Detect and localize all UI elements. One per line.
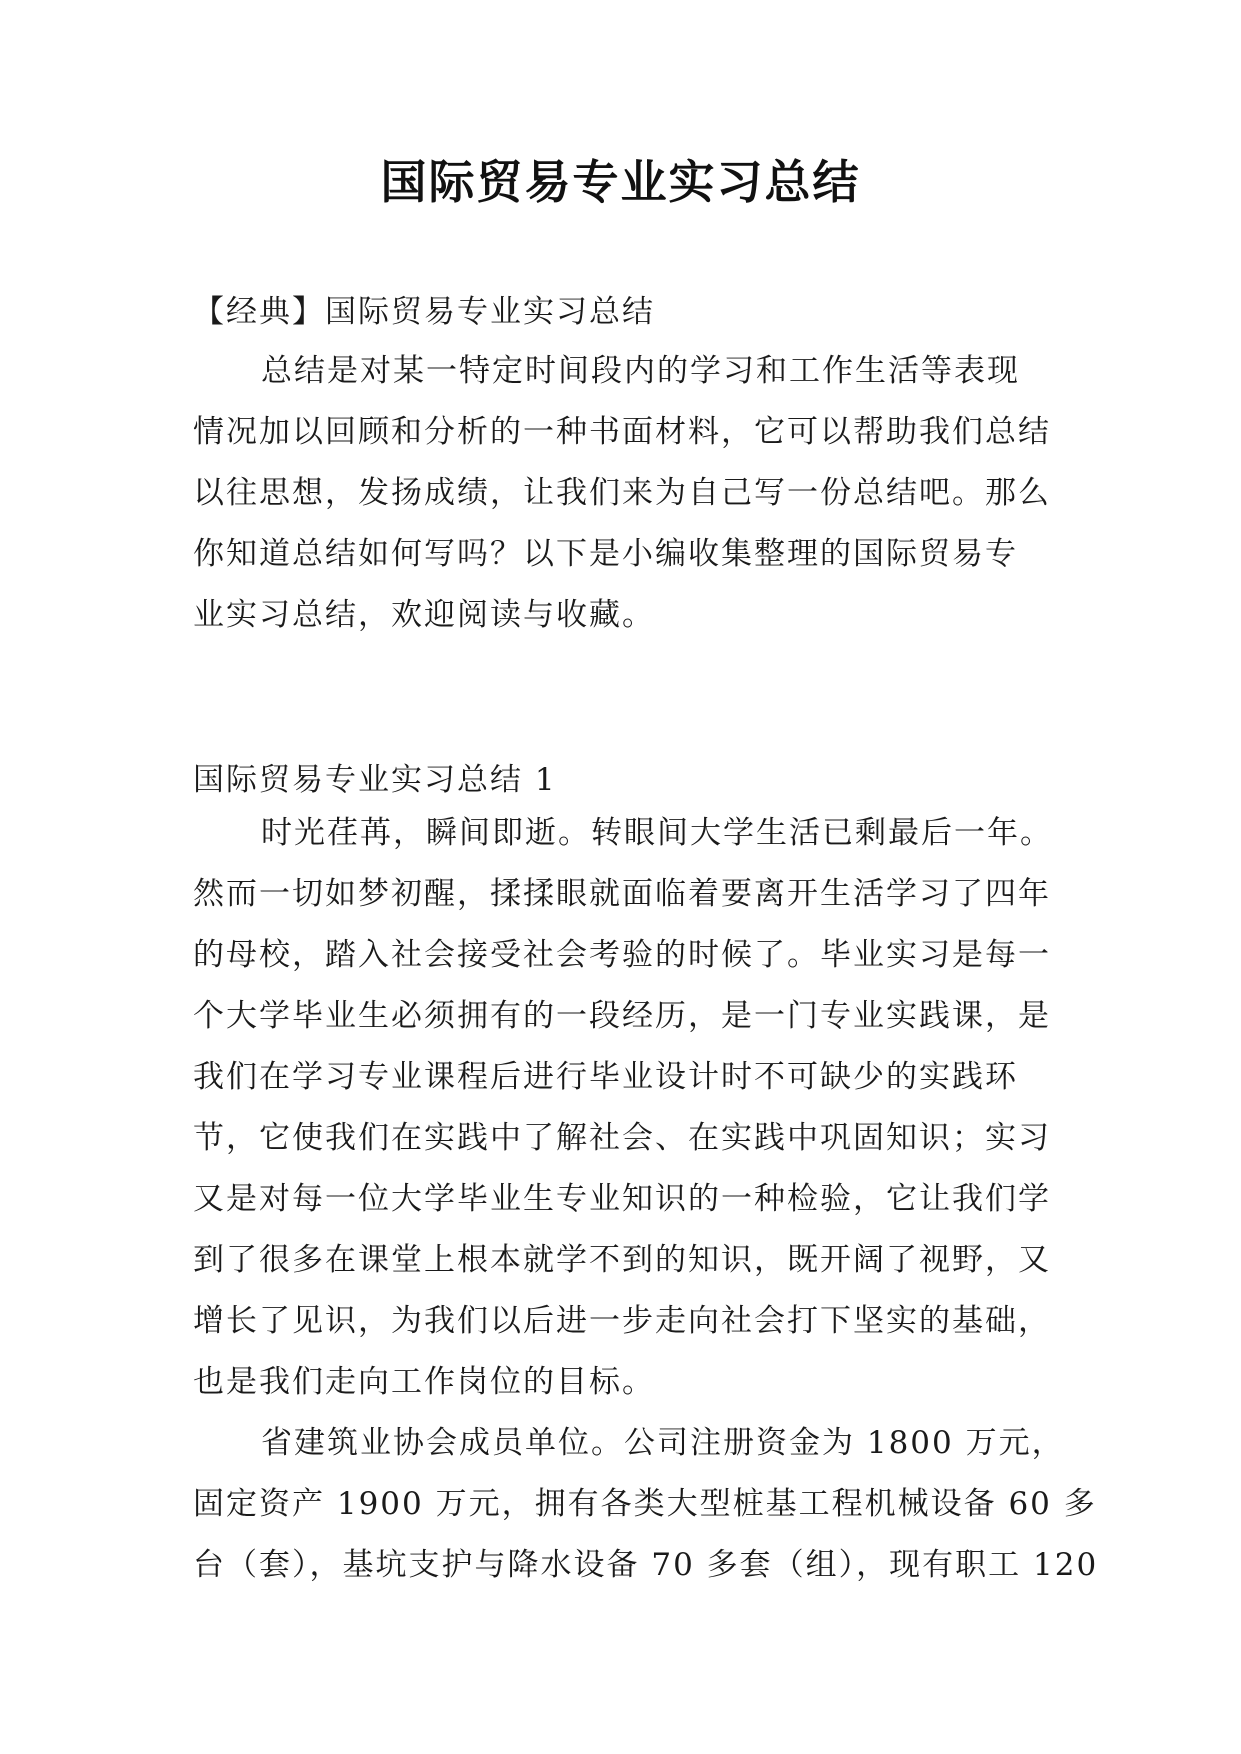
- intro-line: 情况加以回顾和分析的一种书面材料，它可以帮助我们总结: [193, 414, 1051, 450]
- paragraph-line: 然而一切如梦初醒，揉揉眼就面临着要离开生活学习了四年: [193, 876, 1051, 912]
- paragraph-line: 省建筑业协会成员单位。公司注册资金为 1800 万元，: [261, 1425, 1065, 1461]
- paragraph-line: 我们在学习专业课程后进行毕业设计时不可缺少的实践环: [193, 1059, 1018, 1095]
- body-paragraph-2: [193, 1413, 1099, 1596]
- paragraph-line: 也是我们走向工作岗位的目标。: [193, 1364, 655, 1400]
- paragraph-line: 台（套），基坑支护与降水设备 70 多套（组），现有职工 120: [193, 1547, 1099, 1583]
- section-heading: 国际贸易专业实习总结 1: [193, 762, 557, 798]
- paragraph-line: 节，它使我们在实践中了解社会、在实践中巩固知识；实习: [193, 1120, 1051, 1156]
- document-title: 国际贸易专业实习总结: [380, 155, 861, 209]
- intro-line: 以往思想，发扬成绩，让我们来为自己写一份总结吧。那么: [193, 475, 1051, 511]
- intro-line: 你知道总结如何写吗？以下是小编收集整理的国际贸易专: [193, 536, 1018, 572]
- paragraph-line: 的母校，踏入社会接受社会考验的时候了。毕业实习是每一: [193, 937, 1051, 973]
- intro-paragraph: [193, 341, 1073, 646]
- body-paragraph-1: [193, 803, 1073, 1413]
- paragraph-line: 到了很多在课堂上根本就学不到的知识，既开阔了视野，又: [193, 1242, 1051, 1278]
- intro-line: 总结是对某一特定时间段内的学习和工作生活等表现: [261, 353, 1020, 389]
- paragraph-line: 增长了见识，为我们以后进一步走向社会打下坚实的基础，: [193, 1303, 1051, 1339]
- paragraph-line: 个大学毕业生必须拥有的一段经历，是一门专业实践课，是: [193, 998, 1051, 1034]
- document-subtitle: 【经典】国际贸易专业实习总结: [193, 294, 655, 330]
- paragraph-line: 时光荏苒，瞬间即逝。转眼间大学生活已剩最后一年。: [261, 815, 1053, 851]
- paragraph-line: 固定资产 1900 万元，拥有各类大型桩基工程机械设备 60 多: [193, 1486, 1097, 1522]
- intro-line: 业实习总结，欢迎阅读与收藏。: [193, 597, 655, 633]
- paragraph-line: 又是对每一位大学毕业生专业知识的一种检验，它让我们学: [193, 1181, 1051, 1217]
